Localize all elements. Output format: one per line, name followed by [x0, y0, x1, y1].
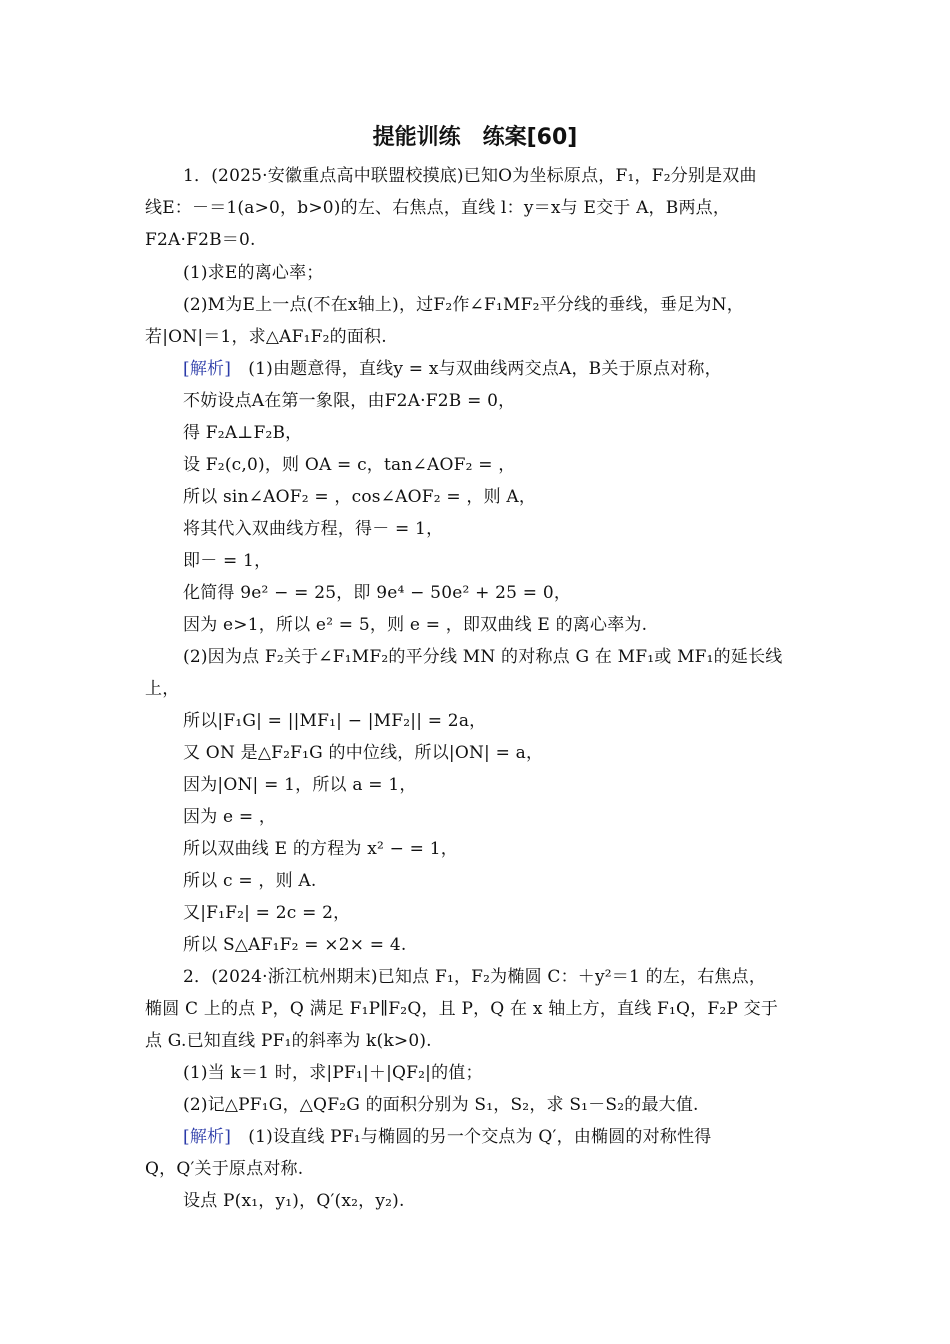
solution-1-line-10: (2)因为点 F₂关于∠F₁MF₂的平分线 MN 的对称点 G 在 MF₁或 MF₁的延长线: [183, 647, 783, 667]
problem-2-line-3: 点 G.已知直线 PF₁的斜率为 k(k>0).: [145, 1031, 432, 1051]
problem-1-part-2-cont: 若|ON|＝1，求△AF₁F₂的面积.: [145, 327, 387, 347]
solution-label: [解析]: [183, 1127, 232, 1147]
solution-1-line-19: 所以 S△AF₁F₂ = ×2× = 4.: [183, 935, 407, 955]
problem-1-part-2: (2)M为E上一点(不在x轴上)，过F₂作∠F₁MF₂平分线的垂线，垂足为N，: [183, 295, 744, 315]
page-title: 提能训练 练案[60]: [372, 125, 578, 150]
solution-2-line-3: 设点 P(x₁，y₁)，Q′(x₂，y₂).: [183, 1191, 405, 1211]
solution-1-line-5: 所以 sin∠AOF₂ = ，cos∠AOF₂ = ，则 A，: [183, 487, 537, 507]
solution-1-line-16: 所以双曲线 E 的方程为 x² − = 1，: [183, 839, 458, 859]
solution-1-line-15: 因为 e = ，: [183, 807, 277, 827]
solution-1-line-13: 又 ON 是△F₂F₁G 的中位线，所以|ON| = a，: [183, 743, 544, 763]
solution-1-line-18: 又|F₁F₂| = 2c = 2，: [183, 903, 351, 923]
solution-label: [解析]: [183, 359, 232, 379]
solution-1-line-7: 即－ = 1，: [183, 551, 272, 571]
solution-1-line-4: 设 F₂(c,0)，则 OA = c，tan∠AOF₂ = ，: [183, 455, 516, 475]
problem-1-line-3: F2A·F2B＝0.: [145, 230, 256, 250]
solution-1-line-9: 因为 e>1，所以 e² = 5，则 e = ，即双曲线 E 的离心率为.: [183, 615, 648, 635]
solution-2-text: (1)设直线 PF₁与椭圆的另一个交点为 Q′，由椭圆的对称性得: [248, 1127, 712, 1147]
solution-1-line-1: [183, 353, 722, 385]
solution-2-line-2: Q，Q′关于原点对称.: [145, 1159, 304, 1179]
problem-1-line-2: 线E：－＝1(a>0，b>0)的左、右焦点，直线 l：y＝x与 E交于 A，B两点，: [145, 198, 731, 218]
problem-2-part-2: (2)记△PF₁G，△QF₂G 的面积分别为 S₁，S₂，求 S₁－S₂的最大值.: [183, 1095, 699, 1115]
solution-1-line-12: 所以|F₁G| = ||MF₁| − |MF₂|| = 2a，: [183, 711, 487, 731]
solution-1-line-6: 将其代入双曲线方程，得－ = 1，: [183, 519, 444, 539]
problem-1-line-1: 1．(2025·安徽重点高中联盟校摸底)已知O为坐标原点，F₁，F₂分别是双曲: [183, 166, 757, 186]
problem-1-part-1: (1)求E的离心率；: [183, 263, 324, 283]
solution-1-line-17: 所以 c = ，则 A.: [183, 871, 317, 891]
solution-1-line-11: 上，: [145, 679, 180, 699]
problem-2-line-2: 椭圆 C 上的点 P，Q 满足 F₁P∥F₂Q，且 P，Q 在 x 轴上方，直线 F₁Q，F₂P 交于: [145, 999, 779, 1019]
problem-2-part-1: (1)当 k＝1 时，求|PF₁|＋|QF₂|的值；: [183, 1063, 483, 1083]
solution-1-line-3: 得 F₂A⊥F₂B，: [183, 423, 303, 443]
solution-1-line-2: 不妨设点A在第一象限，由F2A·F2B = 0，: [183, 391, 516, 411]
solution-2-line-1: [183, 1121, 711, 1153]
solution-1-text: (1)由题意得，直线y = x与双曲线两交点A，B关于原点对称，: [248, 359, 722, 379]
problem-2-line-1: 2．(2024·浙江杭州期末)已知点 F₁，F₂为椭圆 C：＋y²＝1 的左，右焦点，: [183, 967, 767, 987]
solution-1-line-8: 化简得 9e² − = 25，即 9e⁴ − 50e² + 25 = 0，: [183, 583, 572, 603]
solution-1-line-14: 因为|ON| = 1，所以 a = 1，: [183, 775, 417, 795]
